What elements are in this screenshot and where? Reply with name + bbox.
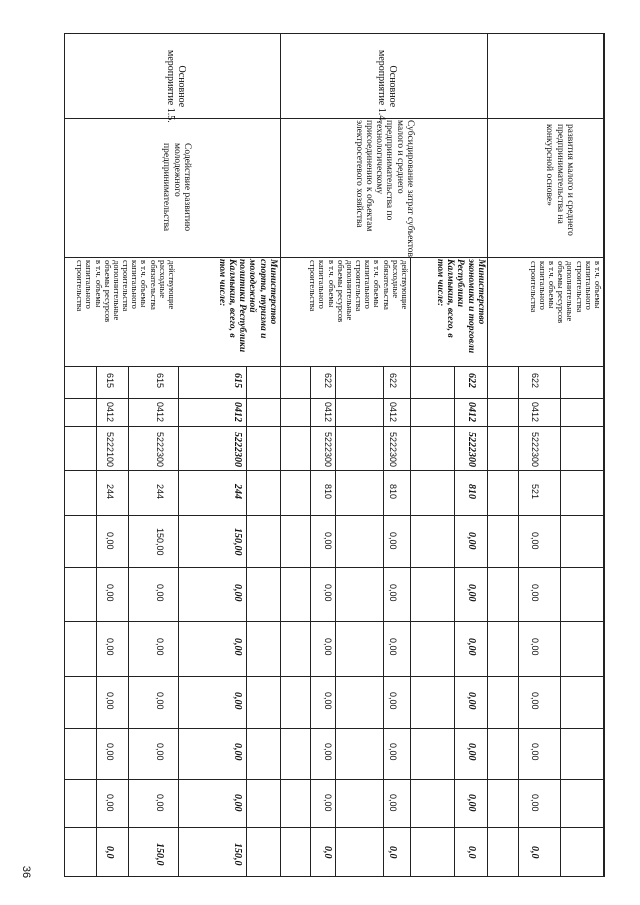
row3-vr-extra: 244 [105, 484, 115, 500]
row2-ministry: Министерство экономики и торговли Республики Калмыкия, всего, в том числе: [435, 259, 486, 354]
row2-rzpr-total: 0412 [466, 402, 477, 422]
subrow-r2-c [335, 366, 336, 877]
row2-categories: действующие расходные обязательства в т.ч. объемы капитального строительства дополнительные объемы ресурсов в т.ч. объемы капитального строительства [308, 260, 410, 323]
row1-v6: 0,00 [530, 794, 540, 812]
row3-v3-extra: 0,00 [105, 638, 115, 656]
row2-v5-extra: 0,00 [323, 743, 333, 761]
row2-event-label: Основное мероприятие 1.4. [376, 50, 398, 123]
row2-v3-total: 0,00 [466, 638, 477, 656]
table-border-right [603, 33, 605, 877]
row1-total: 0,0 [529, 846, 540, 859]
row2-vr-total: 810 [466, 484, 477, 499]
row2-total-extra: 0,0 [322, 846, 333, 859]
col-sep-grbs [64, 398, 604, 399]
row2-rzpr-extra: 0412 [323, 402, 333, 423]
row2-v3-extra: 0,00 [323, 638, 333, 656]
row2-vr: 810 [388, 484, 398, 500]
row1-v3: 0,00 [530, 638, 540, 656]
row2-v5: 0,00 [388, 743, 398, 761]
row3-v2: 0,00 [155, 584, 165, 602]
col-sep-v1 [64, 567, 604, 568]
row3-grbs: 615 [155, 373, 165, 389]
col-sep-event [64, 118, 604, 119]
row3-v2-total: 0,00 [232, 584, 243, 602]
col-sep-csr [64, 470, 604, 471]
subrow-r3-b [178, 366, 179, 877]
row2-v1: 0,00 [388, 532, 398, 550]
row2-v2-total: 0,00 [466, 584, 477, 602]
subrow-r3-d [96, 366, 97, 877]
subrow-r3-c [128, 366, 129, 877]
row2-csr-total: 5222300 [466, 432, 477, 467]
subrow-r2-a [454, 366, 455, 877]
row3-total-plain: 150,0 [154, 843, 165, 866]
row3-rzpr: 0412 [155, 402, 165, 423]
row2-v2-extra: 0,00 [323, 584, 333, 602]
row3-v1: 150,00 [155, 528, 165, 556]
row3-csr: 5222300 [155, 432, 165, 468]
row3-total-extra: 0,0 [104, 846, 115, 859]
row3-v3-total: 0,00 [232, 638, 243, 656]
col-sep-cat [64, 366, 604, 367]
col-sep-v4 [64, 728, 604, 729]
subrow-r1-a [560, 366, 561, 877]
subrow-r3-a [246, 366, 247, 877]
row3-description: Содействие развитию молодежного предпринимательства [161, 143, 192, 232]
row3-event-label: Основное мероприятие 1.5. [165, 50, 187, 123]
row1-v5: 0,00 [530, 743, 540, 761]
row-sep-2 [280, 33, 281, 877]
row2-v5-total: 0,00 [466, 743, 477, 761]
row2-csr-extra: 5222300 [323, 432, 333, 468]
row2-total: 0,0 [466, 846, 477, 859]
col-sep-v6 [64, 827, 604, 828]
row3-rzpr-total: 0412 [232, 402, 243, 422]
row1-vr: 521 [530, 484, 540, 500]
row2-rzpr: 0412 [388, 402, 398, 423]
row3-categories: действующие расходные обязательства в т.ч. объемы капитального строительства дополнительные объемы ресурсов в т.ч. объемы капитального строительства [75, 260, 177, 323]
row3-v6-extra: 0,00 [105, 794, 115, 812]
row1-v1: 0,00 [530, 532, 540, 550]
row3-v4-extra: 0,00 [105, 692, 115, 710]
col-sep-rzpr [64, 426, 604, 427]
row1-description: развития малого и среднего предпринимательства на конкурсной основе» [544, 124, 575, 236]
row1-v2: 0,00 [530, 584, 540, 602]
row2-v6-total: 0,00 [466, 794, 477, 812]
col-sep-v5 [64, 779, 604, 780]
col-sep-desc [64, 257, 604, 258]
row3-v1-total: 150,00 [232, 528, 243, 556]
row2-v2: 0,00 [388, 584, 398, 602]
row2-v3: 0,00 [388, 638, 398, 656]
row3-v3: 0,00 [155, 638, 165, 656]
row2-v4-total: 0,00 [466, 692, 477, 710]
table-border-left [64, 33, 65, 877]
row3-v6-total: 0,00 [232, 794, 243, 812]
row2-v1-extra: 0,00 [323, 532, 333, 550]
row2-grbs-total: 622 [466, 373, 477, 388]
subrow-r1-b [518, 366, 519, 877]
row2-total-plain: 0,0 [387, 846, 398, 859]
row3-v2-extra: 0,00 [105, 584, 115, 602]
row2-grbs-extra: 622 [323, 373, 333, 389]
row3-v5-total: 0,00 [232, 743, 243, 761]
row1-v4: 0,00 [530, 692, 540, 710]
row2-v6: 0,00 [388, 794, 398, 812]
row2-v1-total: 0,00 [466, 532, 477, 550]
row3-ministry: Министерство спорта, туризма и молодежной политики Республики Калмыкия, всего, в том числе: [216, 259, 278, 353]
subrow-r2-d [310, 366, 311, 877]
row2-description: Субсидирование затрат субъектов малого и среднего предпринимательства по технологическому присоединению к объектам электросетевого хозяйства [353, 120, 415, 258]
row2-vr-extra: 810 [323, 484, 333, 500]
row1-rzpr: 0412 [530, 402, 540, 423]
row3-grbs-extra: 615 [105, 373, 115, 389]
page-number: 36 [20, 865, 33, 879]
col-sep-v2 [64, 621, 604, 622]
row1-csr: 5222300 [530, 432, 540, 468]
row3-vr-total: 244 [232, 484, 243, 499]
row3-csr-extra: 5222100 [105, 432, 115, 468]
table-border-bottom [64, 876, 604, 877]
row3-v5-extra: 0,00 [105, 743, 115, 761]
row3-v6: 0,00 [155, 794, 165, 812]
subrow-r2-b [383, 366, 384, 877]
table-border-top [64, 33, 604, 34]
row3-csr-total: 5222300 [232, 432, 243, 467]
row-sep-1 [487, 33, 488, 877]
row3-vr: 244 [155, 484, 165, 500]
row3-total: 150,0 [232, 843, 243, 866]
row1-categories: в т.ч. объемы капитального строительства дополнительные объемы ресурсов в т.ч. объемы капитального строительства [528, 261, 603, 324]
col-sep-vr [64, 515, 604, 516]
row3-v4-total: 0,00 [232, 692, 243, 710]
col-sep-v3 [64, 676, 604, 677]
row3-rzpr-extra: 0412 [105, 402, 115, 423]
row2-csr: 5222300 [388, 432, 398, 468]
row3-v5: 0,00 [155, 743, 165, 761]
row2-grbs: 622 [388, 373, 398, 389]
row3-grbs-total: 615 [232, 373, 243, 388]
row3-v1-extra: 0,00 [105, 532, 115, 550]
row1-grbs: 622 [530, 373, 540, 389]
row3-v4: 0,00 [155, 692, 165, 710]
row2-v4-extra: 0,00 [323, 692, 333, 710]
row2-v6-extra: 0,00 [323, 794, 333, 812]
row2-v4: 0,00 [388, 692, 398, 710]
